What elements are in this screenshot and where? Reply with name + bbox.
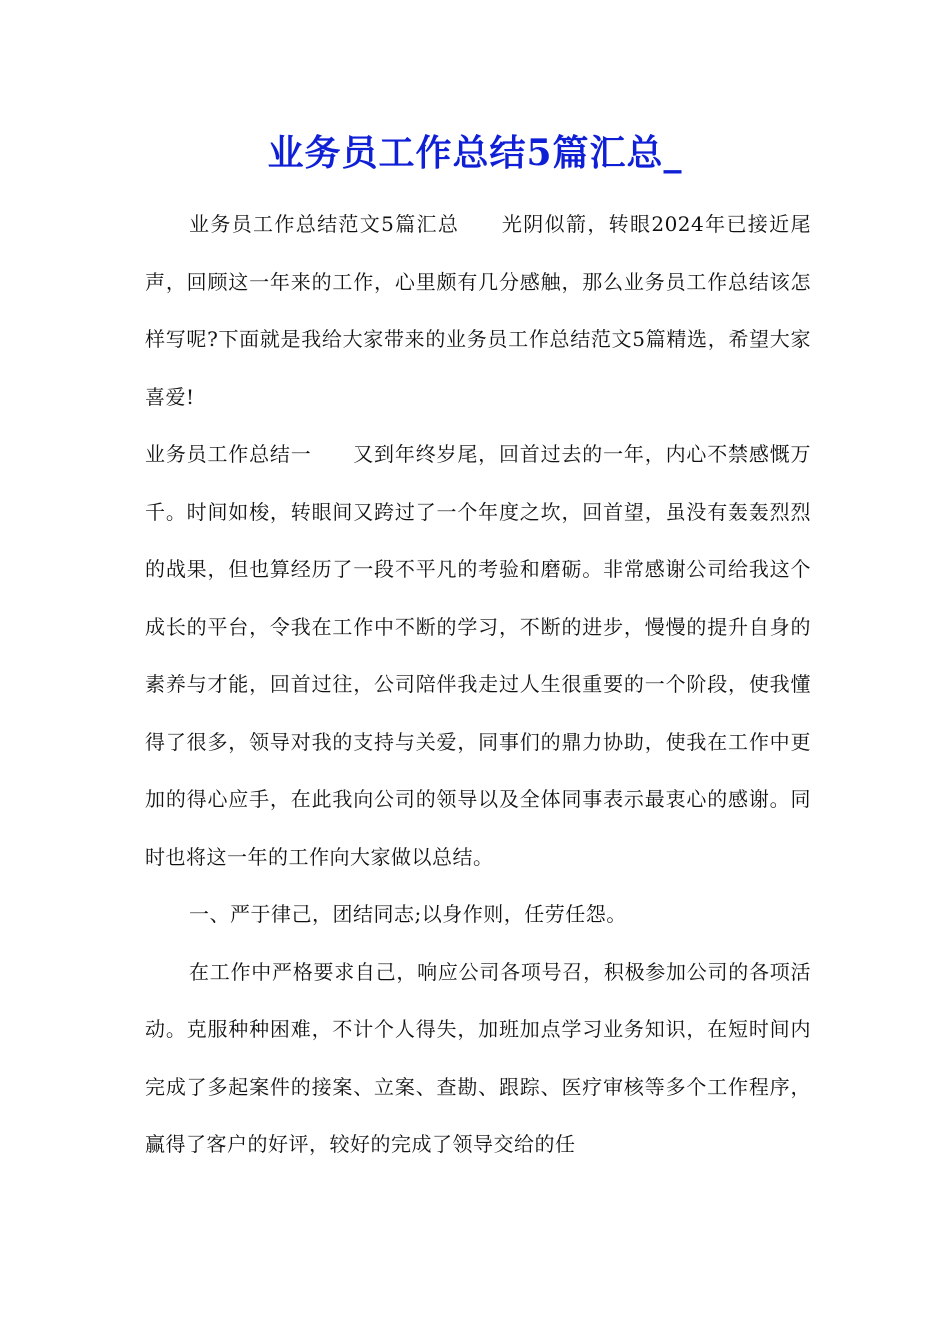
document-title: 业务员工作总结5篇汇总_ [267,132,683,174]
section-heading-paragraph: 一、严于律己，团结同志;以身作则，任劳任怨。 [189,902,627,926]
document-body [145,196,811,1174]
intro-paragraph: 业务员工作总结范文5篇汇总 光阴似箭，转眼2024年已接近尾声，回顾这一年来的工作，心里颇有几分感触，那么业务员工作总结该怎样写呢?下面就是我给大家带来的业务员工作总结范文5篇精选，希望大家喜爱! [145,212,811,409]
summary-one-paragraph: 业务员工作总结一 又到年终岁尾，回首过去的一年，内心不禁感慨万千。时间如梭，转眼间又跨过了一个年度之坎，回首望，虽没有轰轰烈烈的战果，但也算经历了一段不平凡的考验和磨砺。非常感谢公司给我这个成长的平台，令我在工作中不断的学习，不断的进步，慢慢的提升自身的素养与才能，回首过往，公司陪伴我走过人生很重要的一个阶段，使我懂得了很多，领导对我的支持与关爱，同事们的鼎力协助，使我在工作中更加的得心应手，在此我向公司的领导以及全体同事表示最衷心的感谢。同时也将这一年的工作向大家做以总结。 [145,442,811,869]
work-detail-paragraph: 在工作中严格要求自己，响应公司各项号召，积极参加公司的各项活动。克服种种困难，不计个人得失，加班加点学习业务知识，在短时间内完成了多起案件的接案、立案、查勘、跟踪、医疗审核等多个工作程序，赢得了客户的好评，较好的完成了领导交给的任 [145,959,811,1156]
